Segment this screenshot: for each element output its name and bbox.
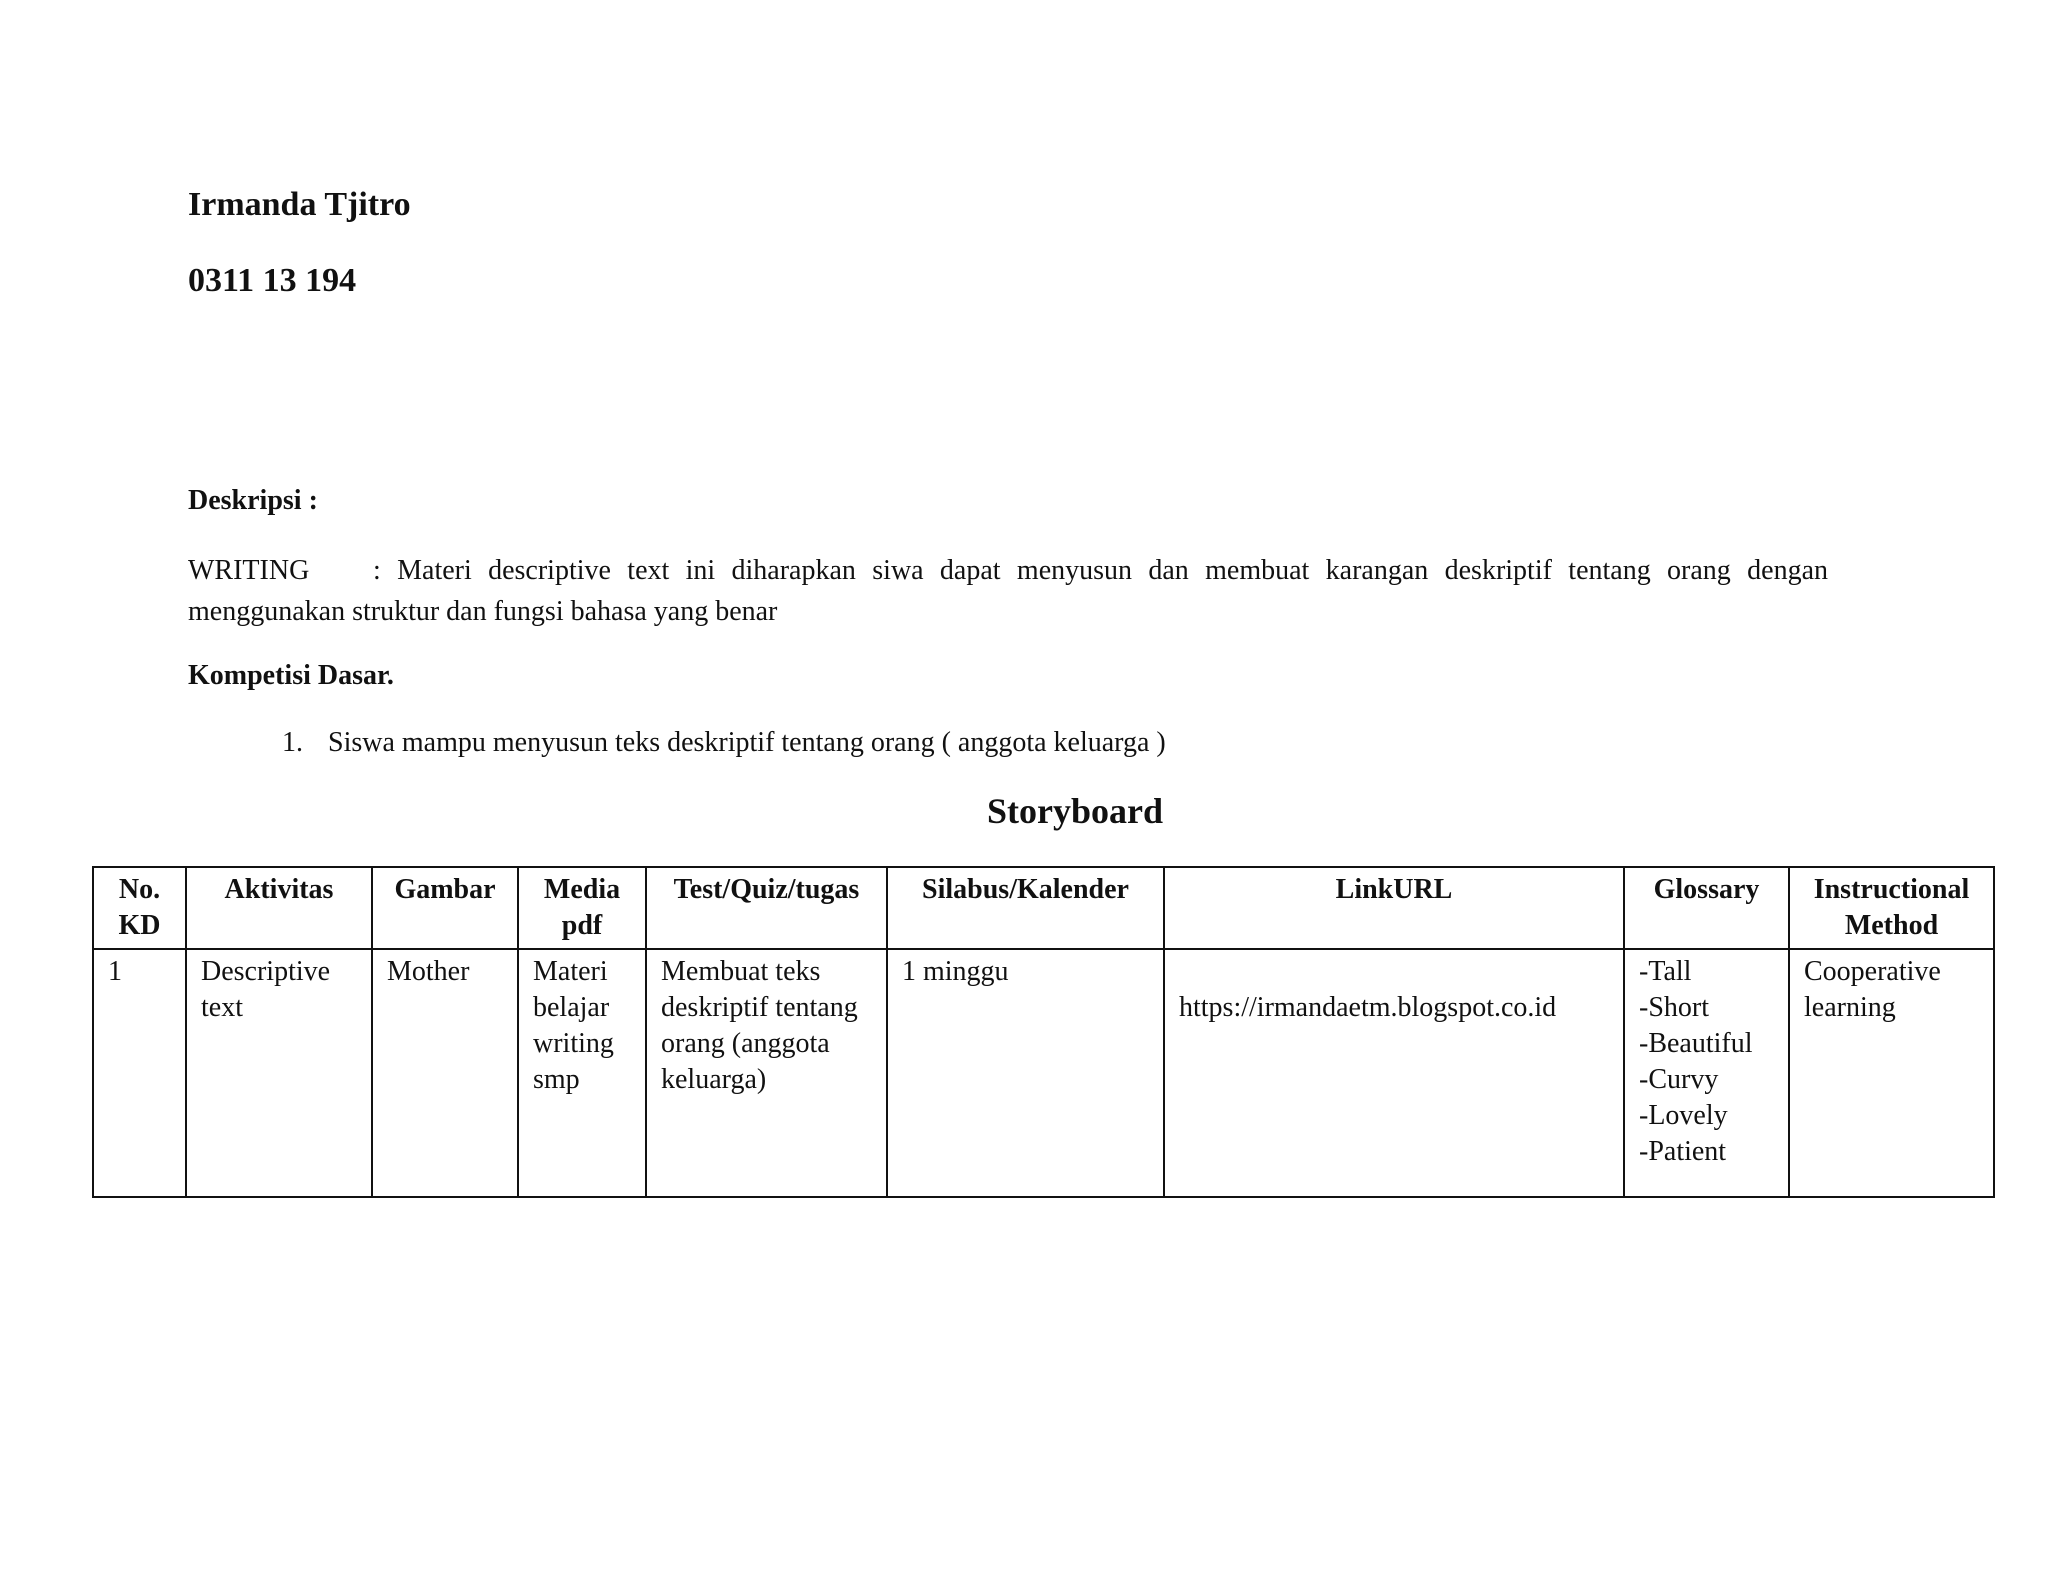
table-row [93, 949, 1994, 1197]
column-header-method: Instructional Method [1789, 867, 1994, 949]
cell-media-pdf: Materi belajar writing smp [518, 949, 646, 1197]
column-header-aktivitas: Aktivitas [186, 867, 372, 949]
skill-label: WRITING [188, 555, 310, 586]
cell-method: Cooperative learning [1789, 949, 1994, 1197]
writing-description [188, 550, 1828, 632]
student-id: 0311 13 194 [188, 262, 357, 299]
cell-silabus: 1 minggu [887, 949, 1164, 1197]
glossary-item: -Lovely [1639, 1100, 1728, 1131]
glossary-item: -Short [1639, 992, 1709, 1023]
cell-gambar: Mother [372, 949, 518, 1197]
storyboard-table [92, 866, 1995, 1198]
column-header-silabus: Silabus/Kalender [887, 867, 1164, 949]
list-item-number: 1. [282, 727, 303, 758]
kompetensi-list-item [282, 727, 1166, 759]
glossary-list [1639, 954, 1774, 1170]
column-header-glossary: Glossary [1624, 867, 1789, 949]
cell-aktivitas: Descriptive text [186, 949, 372, 1197]
cell-glossary [1624, 949, 1789, 1197]
glossary-item: -Tall [1639, 956, 1692, 987]
description-text: : Materi descriptive text ini diharapkan siwa dapat menyusun dan membuat karangan deskriptif tentang orang dengan menggunakan struktur dan fungsi bahasa yang benar [188, 555, 1828, 627]
column-header-no-kd: No. KD [93, 867, 186, 949]
table-header-row [93, 867, 1994, 949]
glossary-item: -Beautiful [1639, 1028, 1753, 1059]
column-header-link-url: LinkURL [1164, 867, 1624, 949]
kompetensi-heading: Kompetisi Dasar. [188, 660, 394, 691]
author-name: Irmanda Tjitro [188, 186, 411, 223]
cell-test: Membuat teks deskriptif tentang orang (anggota keluarga) [646, 949, 887, 1197]
cell-link-url[interactable]: https://irmandaetm.blogspot.co.id [1164, 949, 1624, 1197]
list-item-text: Siswa mampu menyusun teks deskriptif tentang orang ( anggota keluarga ) [328, 727, 1166, 758]
glossary-item: -Curvy [1639, 1064, 1719, 1095]
deskripsi-heading: Deskripsi : [188, 485, 318, 516]
cell-no-kd: 1 [93, 949, 186, 1197]
glossary-item: -Patient [1639, 1136, 1727, 1167]
column-header-test: Test/Quiz/tugas [646, 867, 887, 949]
column-header-media-pdf: Media pdf [518, 867, 646, 949]
storyboard-title: Storyboard [986, 791, 1163, 831]
column-header-gambar: Gambar [372, 867, 518, 949]
